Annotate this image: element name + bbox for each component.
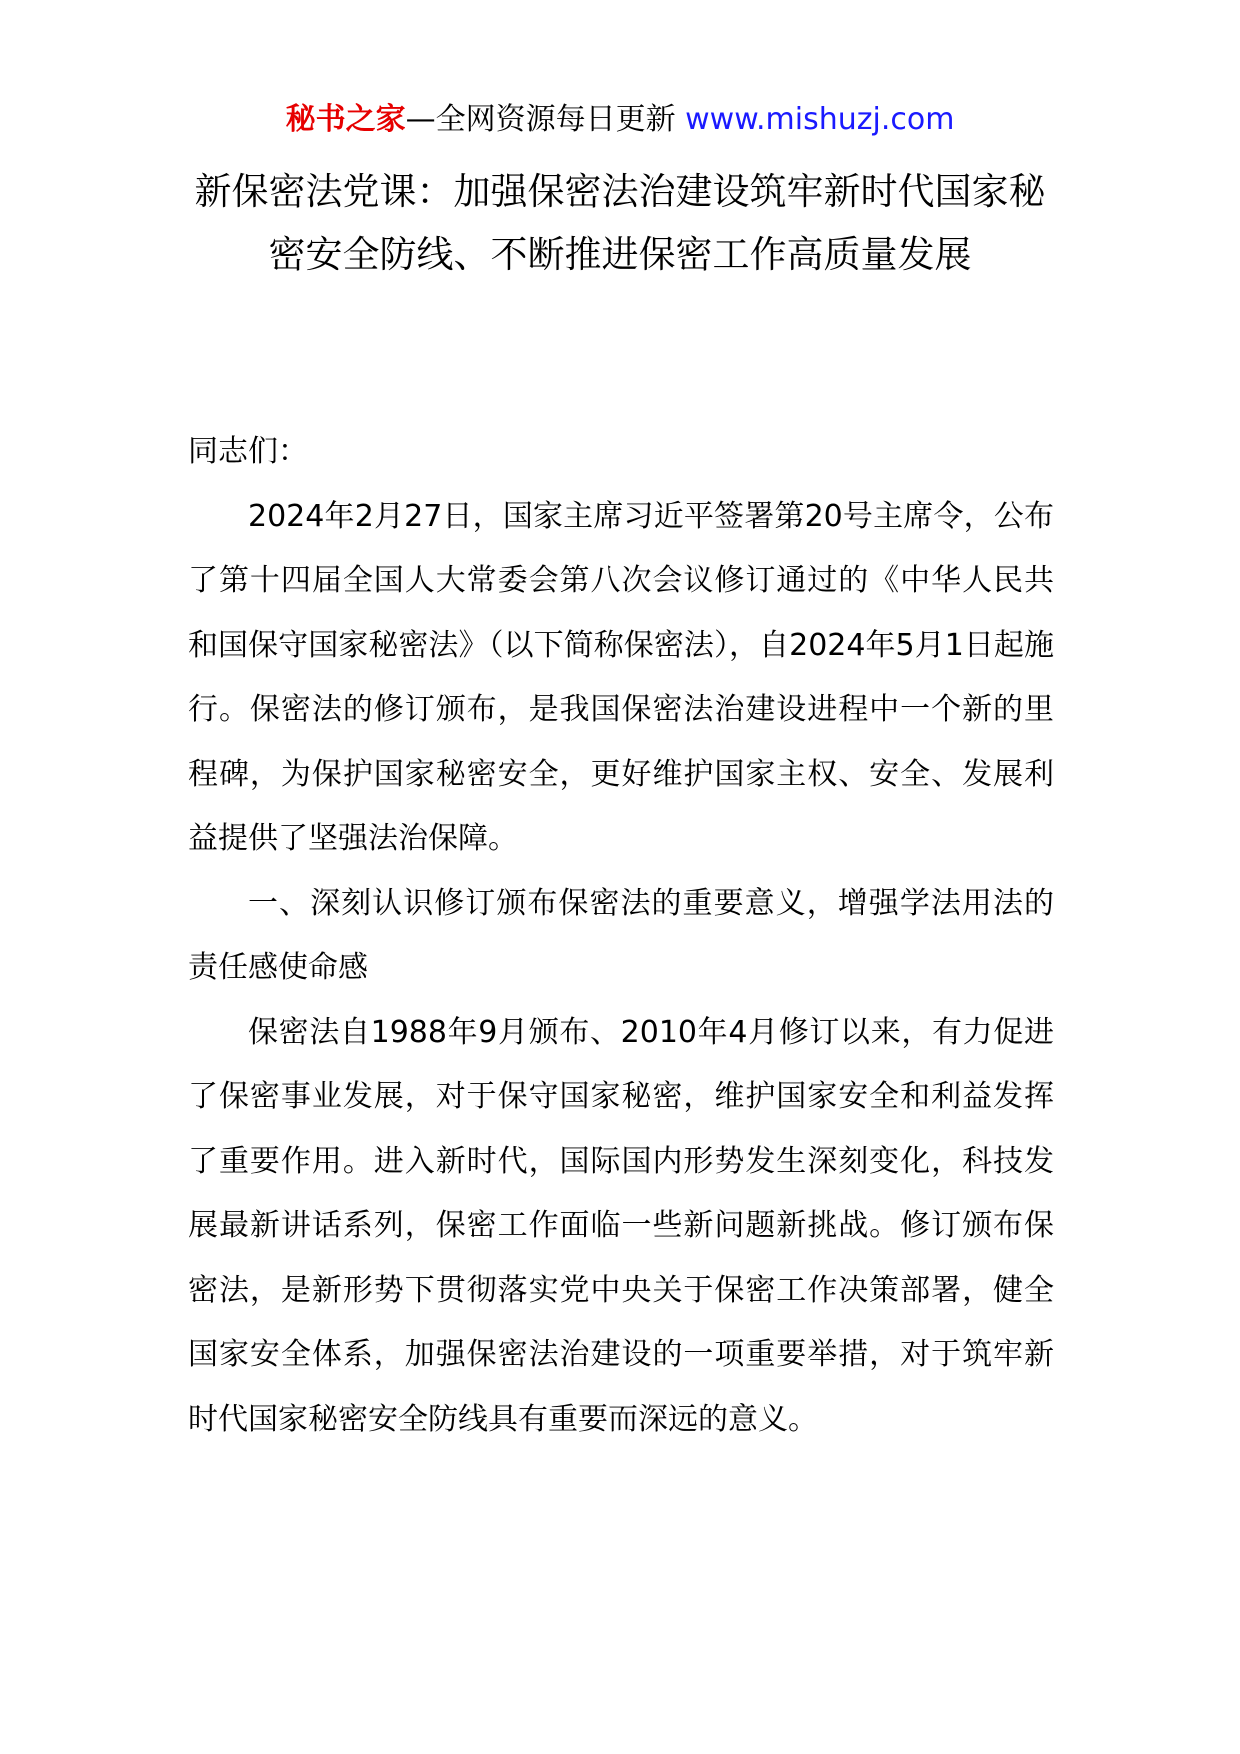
site-header (0, 100, 1240, 140)
section-heading-1: 一、深刻认识修订颁布保密法的重要意义，增强学法用法的责任感使命感 (188, 885, 1054, 985)
site-url-link[interactable]: www.mishuzj.com (685, 102, 955, 137)
document-body (188, 420, 1054, 1452)
document-title: 新保密法党课：加强保密法治建设筑牢新时代国家秘密安全防线、不断推进保密工作高质量发展 (194, 170, 1046, 276)
site-name: 秘书之家 (285, 102, 406, 137)
salutation: 同志们： (188, 434, 308, 469)
paragraph-intro: 2024年2月27日，国家主席习近平签署第20号主席令，公布了第十四届全国人大常委会第八次会议修订通过的《中华人民共和国保守国家秘密法》（以下简称保密法），自2024年5月1日起施行。保密法的修订颁布，是我国保密法治建设进程中一个新的里程碑，为保护国家秘密安全，更好维护国家主权、安全、发展利益提供了坚强法治保障。 (188, 498, 1054, 856)
site-tagline: —全网资源每日更新 (405, 102, 676, 137)
paragraph-section-1: 保密法自1988年9月颁布、2010年4月修订以来，有力促进了保密事业发展，对于保守国家秘密，维护国家安全和利益发挥了重要作用。进入新时代，国际国内形势发生深刻变化，科技发展最新讲话系列，保密工作面临一些新问题新挑战。修订颁布保密法，是新形势下贯彻落实党中央关于保密工作决策部署，健全国家安全体系，加强保密法治建设的一项重要举措，对于筑牢新时代国家秘密安全防线具有重要而深远的意义。 (188, 1014, 1054, 1437)
